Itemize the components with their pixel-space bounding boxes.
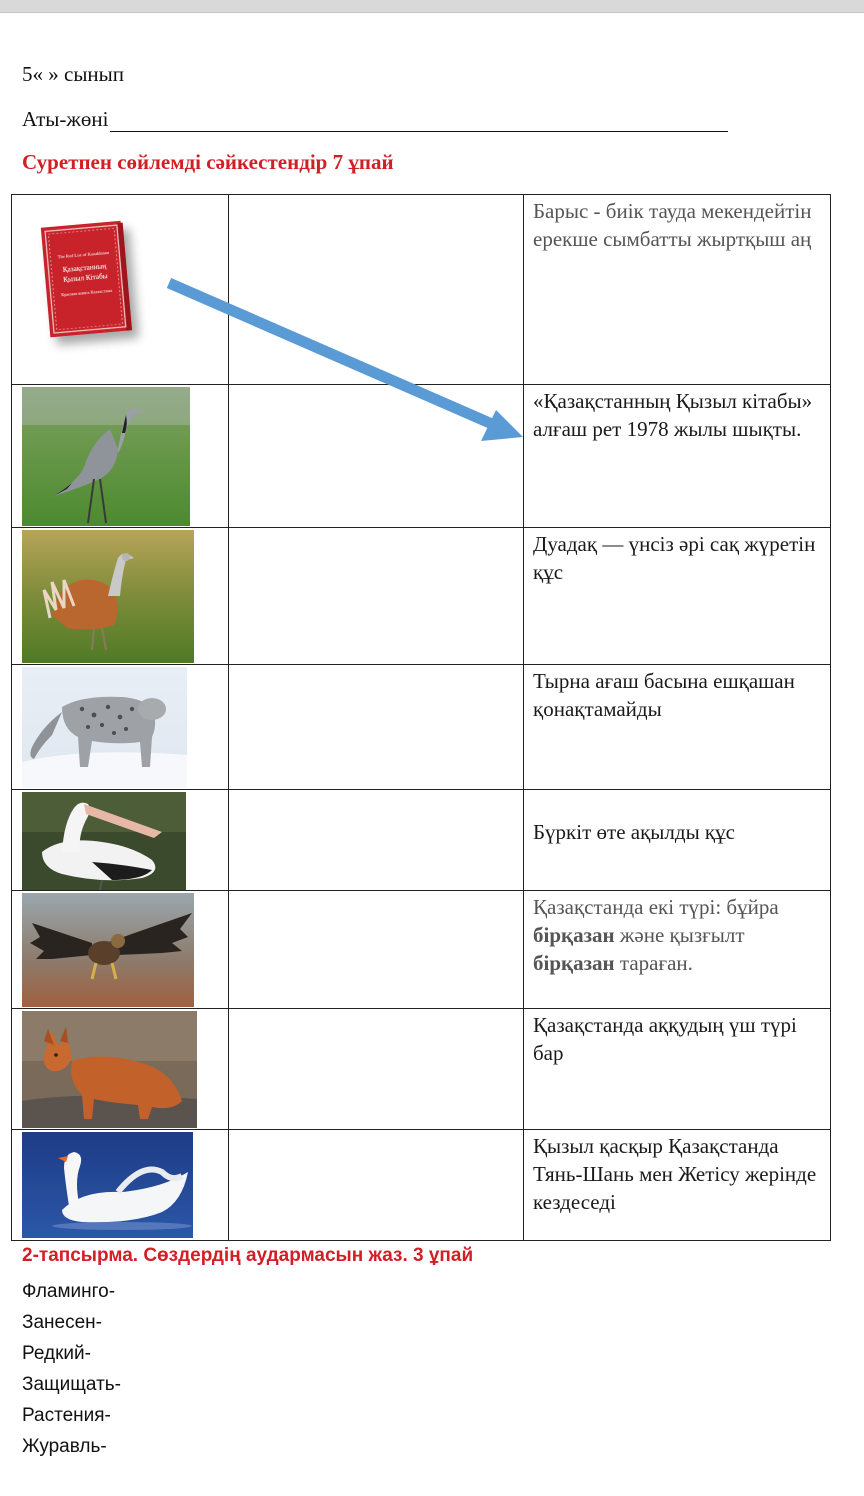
answer-cell[interactable] xyxy=(229,385,524,528)
statement-cell xyxy=(524,891,831,1009)
top-toolbar-strip xyxy=(0,0,864,13)
table-row xyxy=(12,1009,831,1130)
statement-cell xyxy=(524,195,831,385)
table-row xyxy=(12,528,831,665)
statement-text: Барыс - биік тауда мекендейтін ерекше сымбатты жыртқыш аң xyxy=(533,199,812,251)
word-item: Занесен- xyxy=(22,1312,102,1333)
name-label: Аты-жөні xyxy=(22,107,109,131)
statement-cell xyxy=(524,1130,831,1241)
pelican-image xyxy=(22,792,186,890)
statement-text: Бүркіт өте ақылды құс xyxy=(533,820,735,844)
statement-text: Қызыл қасқыр Қазақстанда Тянь-Шань мен Жетісу жерінде кездеседі xyxy=(533,1134,817,1214)
statement-text: Тырна ағаш басына ешқашан қонақтамайды xyxy=(533,669,795,721)
answer-cell[interactable] xyxy=(229,1009,524,1130)
name-line xyxy=(22,107,728,132)
statement-cell xyxy=(524,1009,831,1130)
answer-cell[interactable] xyxy=(229,195,524,385)
answer-cell[interactable] xyxy=(229,528,524,665)
table-row xyxy=(12,195,831,385)
task2-title: 2-тапсырма. Сөздердің аудармасын жаз. 3 ұпай xyxy=(22,1245,474,1266)
picture-cell xyxy=(12,195,229,385)
answer-cell[interactable] xyxy=(229,1130,524,1241)
picture-cell xyxy=(12,790,229,891)
picture-cell xyxy=(12,665,229,790)
answer-cell[interactable] xyxy=(229,790,524,891)
task1-title: Суретпен сөйлемді сәйкестендір 7 ұпай xyxy=(22,150,394,174)
answer-cell[interactable] xyxy=(229,891,524,1009)
word-list xyxy=(22,1276,121,1462)
picture-cell xyxy=(12,1130,229,1241)
word-item: Растения- xyxy=(22,1405,111,1426)
red-wolf-image xyxy=(22,1011,197,1128)
snow-leopard-image xyxy=(22,667,187,788)
word-item: Защищать- xyxy=(22,1374,121,1395)
statement-text: «Қазақстанның Қызыл кітабы» алғаш рет 1978 жылы шықты. xyxy=(533,389,813,441)
swan-image xyxy=(22,1132,193,1238)
picture-cell xyxy=(12,385,229,528)
statement-text: Қазақстанда аққудың үш түрі бар xyxy=(533,1013,797,1065)
book-title-line2: Қызыл Кітабы xyxy=(62,272,108,284)
red-book-image xyxy=(38,215,178,365)
statement-text: Қазақстанда екі түрі: бұйра бірқазан және қызғылт бірқазан тараған. xyxy=(533,895,779,975)
table-row xyxy=(12,1130,831,1241)
statement-cell xyxy=(524,790,831,891)
statement-cell xyxy=(524,528,831,665)
word-item: Фламинго- xyxy=(22,1281,116,1302)
statement-text: Дуадақ — үнсіз әрі сақ жүретін құс xyxy=(533,532,816,584)
eagle-image xyxy=(22,893,194,1007)
word-item: Редкий- xyxy=(22,1343,91,1364)
book-top-text: The Red List of Kazakhstan xyxy=(57,249,110,260)
statement-cell xyxy=(524,385,831,528)
class-line: 5« » сынып xyxy=(22,62,125,86)
name-blank-underline[interactable] xyxy=(110,111,728,132)
statement-cell xyxy=(524,665,831,790)
answer-cell[interactable] xyxy=(229,665,524,790)
word-item: Журавль- xyxy=(22,1436,107,1457)
picture-cell xyxy=(12,528,229,665)
picture-cell xyxy=(12,1009,229,1130)
book-title-line1: Қазақстанның xyxy=(62,262,107,274)
book-bottom-text: Красная книга Казахстана xyxy=(60,287,113,298)
matching-table xyxy=(11,194,831,1241)
table-row xyxy=(12,891,831,1009)
picture-cell xyxy=(12,891,229,1009)
crane-image xyxy=(22,387,190,526)
bustard-image xyxy=(22,530,194,663)
table-row xyxy=(12,790,831,891)
table-row xyxy=(12,385,831,528)
table-row xyxy=(12,665,831,790)
